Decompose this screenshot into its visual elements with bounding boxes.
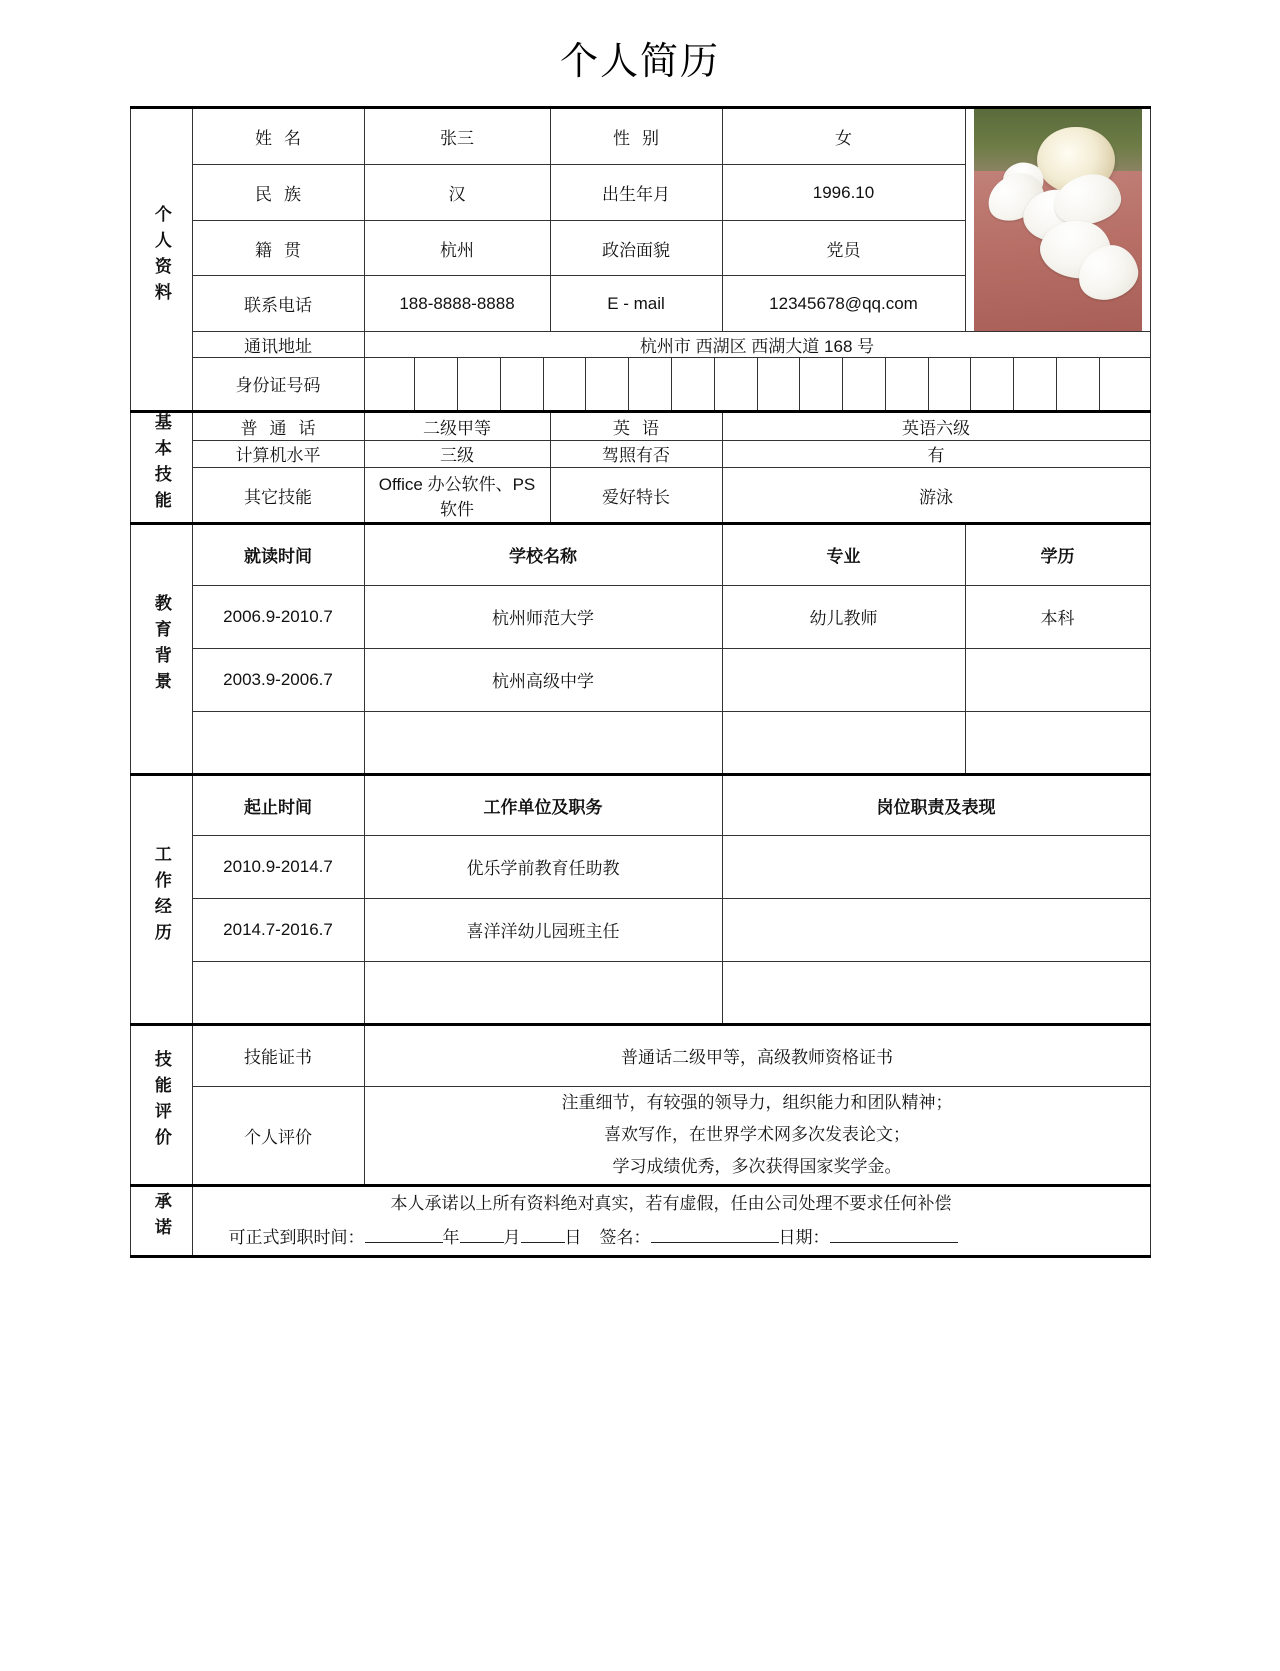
id-number-cell[interactable] [415, 358, 458, 410]
certificate-value[interactable]: 普通话二级甲等，高级教师资格证书 [364, 1024, 1150, 1086]
date-label: 日期： [778, 1227, 830, 1247]
id-number-cell[interactable] [843, 358, 886, 410]
ethnicity-label: 民族 [192, 165, 364, 220]
month-unit: 月 [503, 1227, 521, 1247]
hobby-label: 爱好特长 [550, 468, 722, 523]
table-row [130, 585, 1150, 648]
mandarin-value[interactable]: 二级甲等 [364, 411, 550, 440]
section-label-commitment [130, 1185, 192, 1256]
id-number-cell[interactable] [929, 358, 972, 410]
resume-table [130, 106, 1151, 1258]
id-number-boxes[interactable] [373, 358, 1142, 410]
id-number-cell[interactable] [715, 358, 758, 410]
work-header-duties: 岗位职责及表现 [722, 774, 1150, 835]
signature-label: 签名： [599, 1227, 651, 1247]
address-label: 通讯地址 [192, 331, 364, 357]
ethnicity-value[interactable]: 汉 [364, 165, 550, 220]
id-number-cell[interactable] [458, 358, 501, 410]
self-evaluation-line: 学习成绩优秀，多次获得国家奖学金。 [612, 1157, 902, 1177]
id-number-cell[interactable] [1057, 358, 1100, 410]
email-value[interactable]: 12345678@qq.com [722, 276, 965, 332]
id-number-cell[interactable] [1100, 358, 1142, 410]
other-skills-label: 其它技能 [192, 468, 364, 523]
entry-year-blank[interactable] [365, 1242, 443, 1243]
work-row-duties[interactable] [722, 898, 1150, 961]
table-row [130, 1086, 1150, 1185]
section-label-education [130, 523, 192, 774]
work-row-period[interactable]: 2010.9-2014.7 [192, 835, 364, 898]
gender-value[interactable]: 女 [722, 107, 965, 165]
english-value[interactable]: 英语六级 [722, 411, 1150, 440]
section-label-education-text: 教育背景 [151, 594, 171, 699]
edu-row-degree[interactable]: 本科 [965, 585, 1150, 648]
work-row-period[interactable]: 2014.7-2016.7 [192, 898, 364, 961]
table-row [130, 1024, 1150, 1086]
edu-row-degree[interactable] [965, 648, 1150, 711]
driver-license-label: 驾照有否 [550, 440, 722, 468]
driver-license-value[interactable]: 有 [722, 440, 1150, 468]
edu-row-school[interactable] [364, 711, 722, 774]
self-evaluation-line: 喜欢写作，在世界学术网多次发表论文； [604, 1125, 910, 1145]
table-row [130, 898, 1150, 961]
id-number-cell[interactable] [886, 358, 929, 410]
work-row-duties[interactable] [722, 961, 1150, 1024]
gender-label: 性别 [550, 107, 722, 165]
table-row [130, 331, 1150, 357]
table-row [130, 440, 1150, 468]
edu-row-period[interactable] [192, 711, 364, 774]
section-label-skills [130, 411, 192, 523]
entry-day-blank[interactable] [521, 1242, 565, 1243]
birth-label: 出生年月 [550, 165, 722, 220]
edu-row-major[interactable]: 幼儿教师 [722, 585, 965, 648]
table-row [130, 1185, 1150, 1256]
work-row-duties[interactable] [722, 835, 1150, 898]
english-label: 英语 [550, 411, 722, 440]
work-row-company[interactable]: 喜洋洋幼儿园班主任 [364, 898, 722, 961]
work-row-period[interactable] [192, 961, 364, 1024]
work-row-company[interactable]: 优乐学前教育任助教 [364, 835, 722, 898]
political-status-label: 政治面貌 [550, 220, 722, 275]
id-number-cell[interactable] [1014, 358, 1057, 410]
section-label-work-text: 工作经历 [151, 844, 171, 949]
table-row [130, 411, 1150, 440]
entry-month-blank[interactable] [460, 1242, 504, 1243]
page-title: 个人简历 [559, 41, 720, 83]
edu-row-major[interactable] [722, 648, 965, 711]
work-header-period: 起止时间 [192, 774, 364, 835]
commitment-entry-line [201, 1221, 1142, 1255]
section-label-skills-text: 基本技能 [151, 412, 171, 517]
email-label: E - mail [550, 276, 722, 332]
entry-date-label: 可正式到职时间： [228, 1227, 365, 1247]
id-number-label: 身份证号码 [192, 357, 364, 411]
edu-header-school: 学校名称 [364, 523, 722, 585]
address-value[interactable]: 杭州市 西湖区 西湖大道 168 号 [364, 331, 1150, 357]
section-label-commitment-text: 承诺 [151, 1192, 171, 1245]
commitment-statement: 本人承诺以上所有资料绝对真实，若有虚假，任由公司处理不要求任何补偿 [390, 1193, 952, 1213]
edu-row-school[interactable]: 杭州师范大学 [364, 585, 722, 648]
table-row [130, 468, 1150, 523]
edu-row-period[interactable]: 2006.9-2010.7 [192, 585, 364, 648]
edu-row-period[interactable]: 2003.9-2006.7 [192, 648, 364, 711]
date-blank[interactable] [830, 1242, 958, 1243]
section-label-work [130, 774, 192, 1024]
phone-label: 联系电话 [192, 276, 364, 332]
hometown-value[interactable]: 杭州 [364, 220, 550, 275]
id-number-cell[interactable] [971, 358, 1014, 410]
edu-header-degree: 学历 [965, 523, 1150, 585]
computer-level-label: 计算机水平 [192, 440, 364, 468]
id-number-cell[interactable] [758, 358, 801, 410]
id-number-cell[interactable] [800, 358, 843, 410]
hobby-value[interactable]: 游泳 [722, 468, 1150, 523]
hometown-label: 籍贯 [192, 220, 364, 275]
self-evaluation-value[interactable] [364, 1086, 1150, 1185]
table-row [130, 648, 1150, 711]
table-row [130, 774, 1150, 835]
self-evaluation-line: 注重细节，有较强的领导力，组织能力和团队精神； [561, 1092, 953, 1112]
edu-row-major[interactable] [722, 711, 965, 774]
work-header-company: 工作单位及职务 [364, 774, 722, 835]
phone-value[interactable]: 188-8888-8888 [364, 276, 550, 332]
signature-blank[interactable] [651, 1242, 779, 1243]
table-row [130, 835, 1150, 898]
table-row [130, 357, 1150, 411]
self-evaluation-label: 个人评价 [192, 1086, 364, 1185]
mandarin-label: 普通话 [192, 411, 364, 440]
certificate-label: 技能证书 [192, 1024, 364, 1086]
section-label-evaluation-text: 技能评价 [151, 1050, 171, 1155]
work-row-company[interactable] [364, 961, 722, 1024]
section-label-evaluation [130, 1024, 192, 1185]
day-unit: 日 [564, 1227, 582, 1247]
id-number-input[interactable] [364, 357, 1150, 411]
year-unit: 年 [442, 1227, 460, 1247]
edu-row-degree[interactable] [965, 711, 1150, 774]
name-label: 姓名 [192, 107, 364, 165]
name-value[interactable]: 张三 [364, 107, 550, 165]
id-number-cell[interactable] [672, 358, 715, 410]
edu-header-major: 专业 [722, 523, 965, 585]
table-row [130, 711, 1150, 774]
other-skills-value[interactable]: Office 办公软件、PS 软件 [364, 468, 550, 523]
birth-value[interactable]: 1996.10 [722, 165, 965, 220]
political-status-value[interactable]: 党员 [722, 220, 965, 275]
table-row [130, 961, 1150, 1024]
edu-header-period: 就读时间 [192, 523, 364, 585]
id-number-cell[interactable] [373, 358, 416, 410]
computer-level-value[interactable]: 三级 [364, 440, 550, 468]
id-number-cell[interactable] [544, 358, 587, 410]
id-number-cell[interactable] [501, 358, 544, 410]
id-number-cell[interactable] [586, 358, 629, 410]
photo-cell [965, 107, 1150, 331]
section-label-personal [130, 107, 192, 411]
id-number-cell[interactable] [629, 358, 672, 410]
section-label-personal-text: 个人资料 [151, 204, 171, 309]
table-row [130, 523, 1150, 585]
table-row [130, 107, 1150, 165]
avatar [974, 109, 1142, 331]
edu-row-school[interactable]: 杭州高级中学 [364, 648, 722, 711]
commitment-cell [192, 1185, 1150, 1256]
